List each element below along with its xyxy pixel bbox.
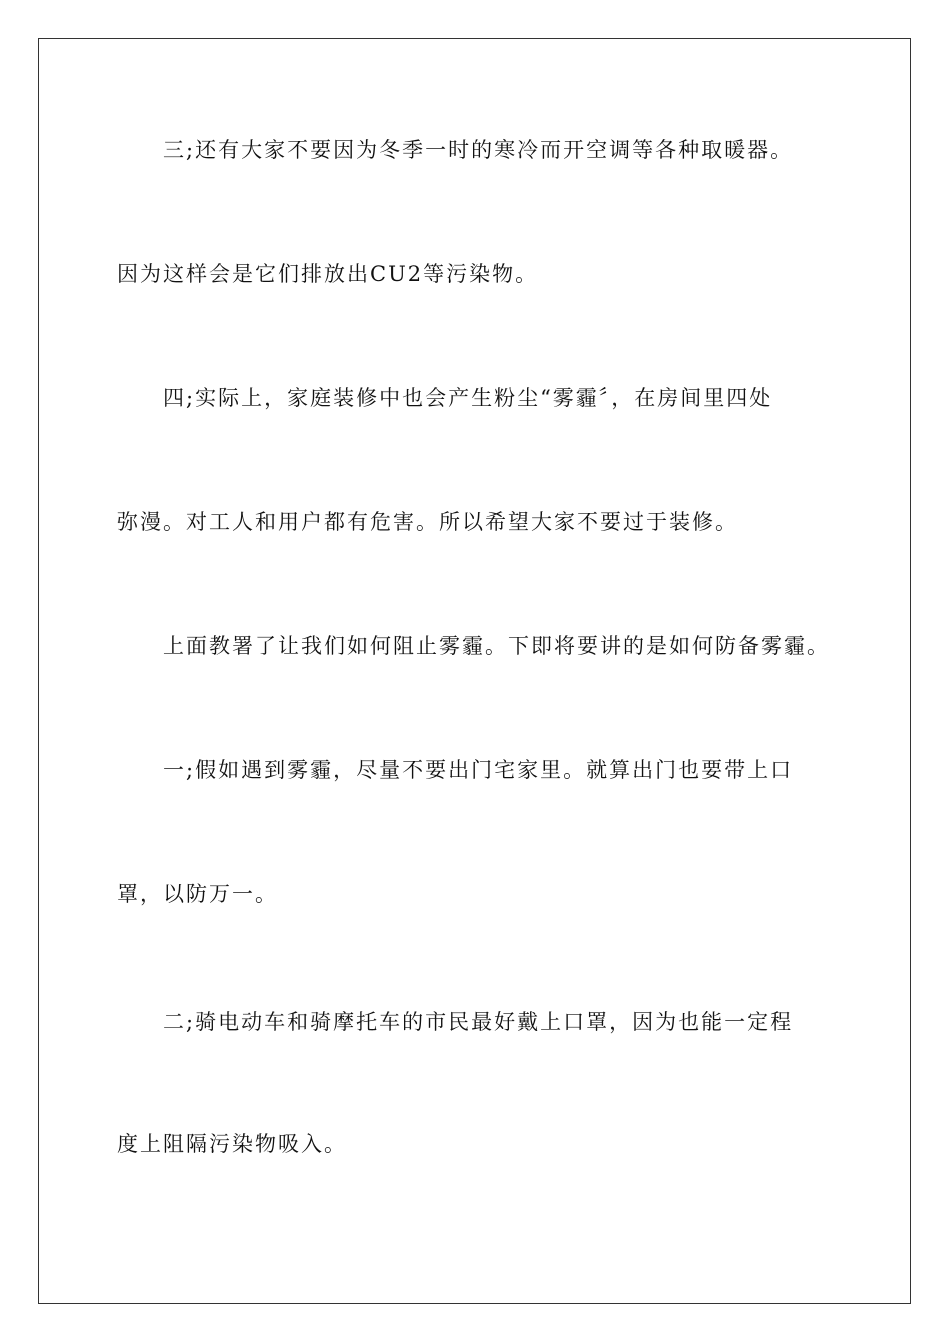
prevention-2-line-2: 度上阻隔污染物吸入。 bbox=[117, 1132, 347, 1156]
paragraph-3-line-2: 因为这样会是它们排放出CU2等污染物。 bbox=[117, 262, 539, 286]
paragraph-4-line-1: 四;实际上，家庭装修中也会产生粉尘“雾霾〞，在房间里四处 bbox=[163, 386, 773, 410]
paragraph-3-line-1: 三;还有大家不要因为冬季一时的寒冷而开空调等各种取暖器。 bbox=[163, 138, 794, 162]
prevention-2-line-1: 二;骑电动车和骑摩托车的市民最好戴上口罩，因为也能一定程 bbox=[163, 1010, 794, 1034]
page-border bbox=[38, 38, 911, 1304]
transition-paragraph: 上面教署了让我们如何阻止雾霾。下即将要讲的是如何防备雾霾。 bbox=[163, 634, 830, 658]
prevention-1-line-1: 一;假如遇到雾霾，尽量不要出门宅家里。就算出门也要带上口 bbox=[163, 758, 794, 782]
prevention-1-line-2: 罩，以防万一。 bbox=[117, 882, 278, 906]
paragraph-4-line-2: 弥漫。对工人和用户都有危害。所以希望大家不要过于装修。 bbox=[117, 510, 738, 534]
